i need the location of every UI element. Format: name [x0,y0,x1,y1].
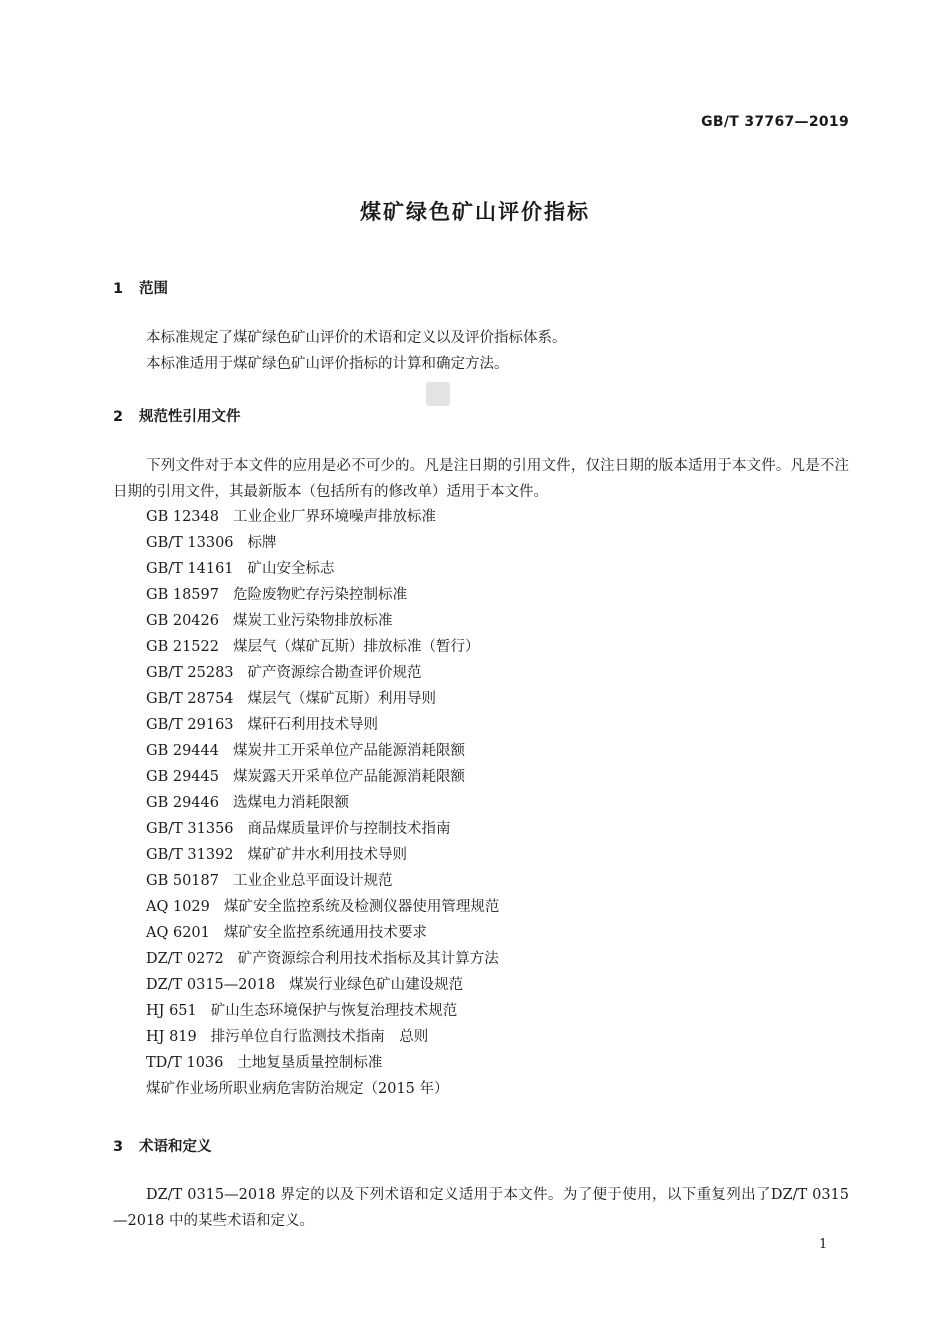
reference-item [146,764,499,790]
reference-title: 煤层气（煤矿瓦斯）排放标准（暂行） [232,639,480,655]
reference-code: GB 50187 [146,873,219,889]
section-2-title: 规范性引用文件 [139,409,241,425]
reference-code: HJ 819 [146,1029,197,1045]
reference-title: 土地复垦质量控制标准 [237,1055,383,1071]
reference-item [146,842,499,868]
reference-code: GB/T 13306 [146,535,234,551]
reference-code: GB/T 14161 [146,561,234,577]
reference-item [146,712,499,738]
reference-code: GB/T 31356 [146,821,234,837]
reference-code: GB 21522 [146,639,219,655]
reference-item [146,582,499,608]
reference-code: GB 29445 [146,769,219,785]
reference-title: 矿山安全标志 [247,561,335,577]
reference-item [146,1024,499,1050]
reference-item [146,1050,499,1076]
reference-item [146,686,499,712]
reference-code: DZ/T 0315—2018 [146,977,276,993]
reference-item [146,998,499,1024]
reference-title: 煤矿安全监控系统及检测仪器使用管理规范 [223,899,500,915]
reference-code: GB/T 28754 [146,691,234,707]
reference-title: 排污单位自行监测技术指南 总则 [210,1029,429,1045]
standard-code: GB/T 37767—2019 [701,114,849,130]
section-1-heading [113,277,168,298]
reference-code: GB 20426 [146,613,219,629]
stamp-mark [426,382,450,406]
section-3-number: 3 [113,1139,124,1155]
reference-item [146,504,499,530]
reference-code: GB/T 25283 [146,665,234,681]
reference-code: TD/T 1036 [146,1055,224,1071]
section-3-title: 术语和定义 [139,1139,212,1155]
reference-code: DZ/T 0272 [146,951,224,967]
scope-line-2: 本标准适用于煤矿绿色矿山评价指标的计算和确定方法。 [146,356,509,372]
section-1-number: 1 [113,281,124,297]
reference-title: 标牌 [247,535,277,551]
reference-item [146,894,499,920]
reference-title: 煤炭井工开采单位产品能源消耗限额 [232,743,465,759]
reference-code: GB/T 29163 [146,717,234,733]
reference-item [146,556,499,582]
reference-list [146,504,499,1102]
reference-code: GB 18597 [146,587,219,603]
document-title: 煤矿绿色矿山评价指标 [360,200,590,224]
section-2-heading [113,405,241,426]
reference-code: GB 12348 [146,509,219,525]
reference-item [146,634,499,660]
scope-line-1: 本标准规定了煤矿绿色矿山评价的术语和定义以及评价指标体系。 [146,330,567,346]
reference-item [146,946,499,972]
reference-title: 煤炭工业污染物排放标准 [232,613,393,629]
normative-references-intro: 下列文件对于本文件的应用是必不可少的。凡是注日期的引用文件，仅注日期的版本适用于本文件。凡是不注日期的引用文件，其最新版本（包括所有的修改单）适用于本文件。 [113,458,849,500]
reference-item [146,660,499,686]
reference-code: GB 29444 [146,743,219,759]
page-number: 1 [819,1237,828,1252]
terms-intro: DZ/T 0315—2018 界定的以及下列术语和定义适用于本文件。为了便于使用，以下重复列出了DZ/T 0315—2018 中的某些术语和定义。 [113,1187,849,1229]
reference-code: HJ 651 [146,1003,197,1019]
reference-title: 商品煤质量评价与控制技术指南 [247,821,451,837]
reference-title: 工业企业总平面设计规范 [232,873,393,889]
reference-item [146,738,499,764]
reference-item [146,816,499,842]
reference-item [146,530,499,556]
reference-code: AQ 1029 [146,899,210,915]
reference-title: 矿产资源综合利用技术指标及其计算方法 [237,951,499,967]
reference-item [146,790,499,816]
reference-title: 矿产资源综合勘查评价规范 [247,665,422,681]
reference-title: 煤炭露天开采单位产品能源消耗限额 [232,769,465,785]
reference-title: 煤矿安全监控系统通用技术要求 [223,925,427,941]
reference-title: 危险废物贮存污染控制标准 [232,587,407,603]
reference-title: 工业企业厂界环境噪声排放标准 [232,509,436,525]
reference-title: 矿山生态环境保护与恢复治理技术规范 [210,1003,458,1019]
reference-item [146,608,499,634]
reference-title: 煤矿矿井水利用技术导则 [247,847,408,863]
reference-title: 选煤电力消耗限额 [232,795,349,811]
reference-title: 煤矸石利用技术导则 [247,717,379,733]
section-2-number: 2 [113,409,124,425]
reference-title: 煤炭行业绿色矿山建设规范 [289,977,464,993]
reference-item [146,1076,499,1102]
reference-code: GB 29446 [146,795,219,811]
reference-title: 煤矿作业场所职业病危害防治规定（2015 年） [146,1081,449,1097]
reference-code: AQ 6201 [146,925,210,941]
reference-item [146,972,499,998]
reference-item [146,920,499,946]
section-1-title: 范围 [139,281,168,297]
reference-title: 煤层气（煤矿瓦斯）利用导则 [247,691,437,707]
reference-item [146,868,499,894]
section-3-heading [113,1135,212,1156]
reference-code: GB/T 31392 [146,847,234,863]
